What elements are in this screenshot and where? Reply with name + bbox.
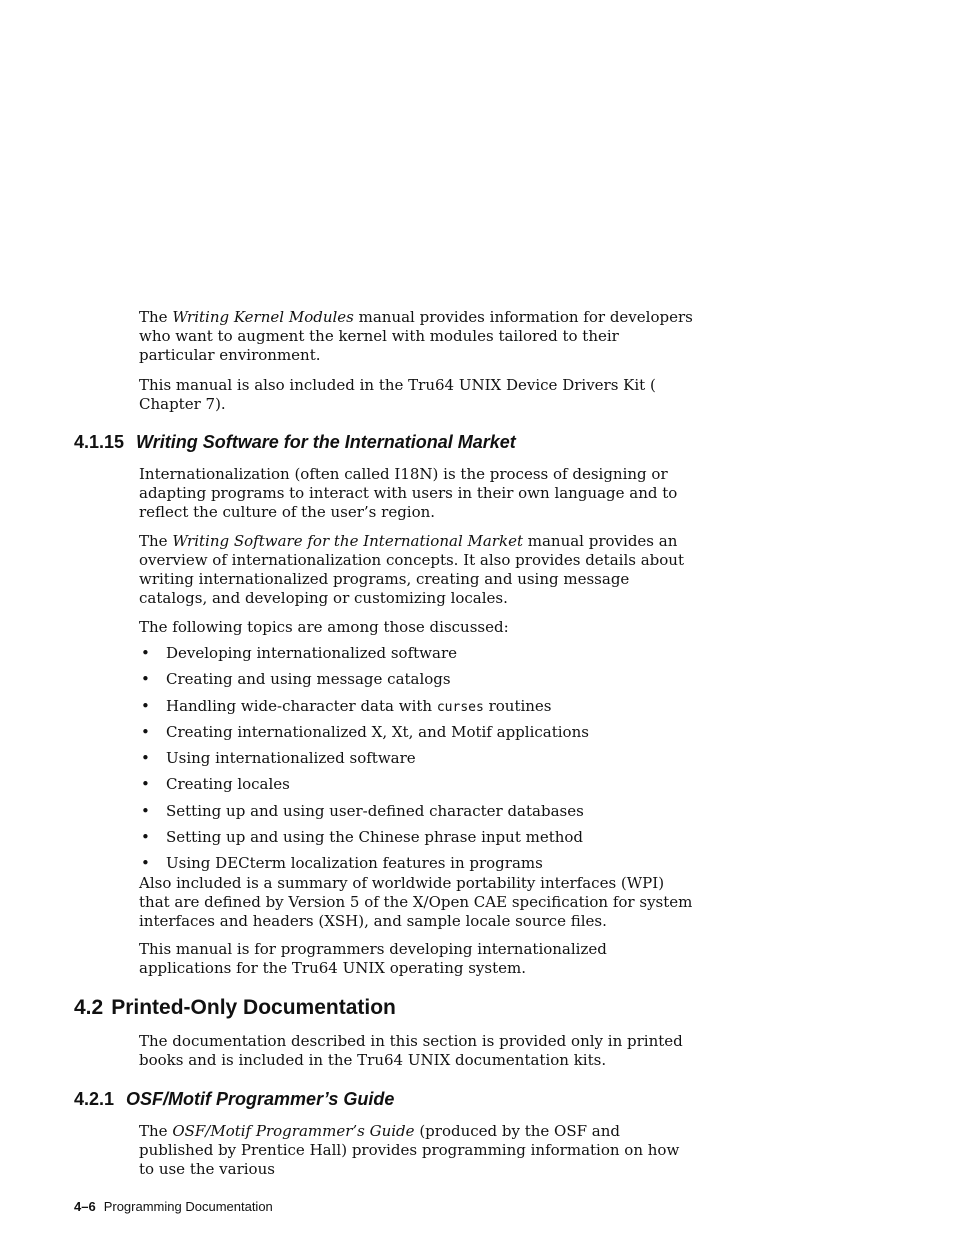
list-item-text: Creating internationalized X, Xt, and Motif applications — [166, 722, 589, 741]
bullet-glyph: • — [141, 749, 150, 768]
bullet-glyph: • — [141, 801, 150, 820]
list-item — [139, 828, 699, 854]
paragraph-kernel-modules — [139, 308, 699, 365]
bullet-glyph: • — [141, 828, 150, 847]
section-title: Writing Software for the International Market — [136, 432, 516, 452]
code-curses: curses — [436, 699, 484, 715]
text-run: The — [139, 1122, 173, 1140]
section-number: 4.2 — [74, 996, 104, 1019]
paragraph-motif-guide — [139, 1122, 699, 1179]
section-number: 4.1.15 — [74, 432, 125, 452]
footer-label: Programming Documentation — [103, 1199, 273, 1214]
paragraph-printed-only: The documentation described in this section is provided only in printed books and is included in the Tru64 UNIX documentation kits. — [139, 1032, 683, 1069]
paragraph-device-drivers-kit: This manual is also included in the Tru64 UNIX Device Drivers Kit ( Chapter 7). — [139, 376, 656, 413]
bullet-glyph: • — [141, 775, 150, 794]
text-run: The — [139, 532, 173, 550]
paragraph-wpi-summary: Also included is a summary of worldwide portability interfaces (WPI) that are defined by Version 5 of the X/Open CAE specification for system interfaces and headers (XSH), and sample locale source files. — [139, 874, 693, 930]
list-item — [139, 749, 699, 775]
section-heading-4-2-1 — [74, 1088, 394, 1110]
list-item-text: routines — [483, 696, 552, 715]
list-item-text: Creating and using message catalogs — [166, 670, 451, 689]
text-run: (produced by the OSF and published by Prentice Hall) provides programming information on how to use the various — [139, 1122, 680, 1178]
bullet-glyph: • — [141, 670, 150, 689]
list-item — [139, 775, 699, 801]
section-heading-4-1-15 — [74, 431, 516, 453]
page-footer — [74, 1199, 273, 1214]
text-run: manual provides information for developers who want to augment the kernel with modules tailored to their particular environment. — [139, 308, 693, 364]
list-item-text: Using internationalized software — [166, 749, 416, 768]
section-title: OSF/Motif Programmer’s Guide — [126, 1089, 395, 1109]
topics-list — [139, 644, 699, 873]
list-item — [139, 723, 699, 749]
paragraph-i18n-definition: Internationalization (often called I18N) is the process of designing or adapting programs to interact with users in their own language and to reflect the culture of the user’s region. — [139, 465, 678, 521]
list-item — [139, 644, 699, 670]
text-run: manual provides an overview of internationalization concepts. It also provides details about writing internationalized programs, creating and using message catalogs, and developing or customizing locales. — [139, 532, 684, 607]
list-item-text: Setting up and using user-defined character databases — [166, 801, 584, 820]
list-item-text: Handling wide-character data with — [166, 696, 437, 715]
list-item — [139, 802, 699, 828]
bullet-glyph: • — [141, 696, 150, 715]
paragraph-topics-intro: The following topics are among those discussed: — [139, 618, 509, 636]
text-run: The — [139, 308, 173, 326]
book-title: OSF/Motif Programmer’s Guide — [172, 1122, 415, 1140]
paragraph-audience: This manual is for programmers developing internationalized applications for the Tru64 UNIX operating system. — [139, 940, 607, 977]
list-item — [139, 854, 699, 873]
section-number: 4.2.1 — [74, 1089, 115, 1109]
list-item — [139, 697, 699, 723]
bullet-glyph: • — [141, 854, 150, 873]
section-title: Printed-Only Documentation — [111, 996, 396, 1019]
page-number: 4–6 — [74, 1199, 96, 1214]
section-heading-4-2 — [74, 995, 396, 1021]
book-title: Writing Software for the International Market — [172, 532, 523, 550]
book-title: Writing Kernel Modules — [172, 308, 354, 326]
bullet-glyph: • — [141, 644, 150, 662]
list-item-text: Developing internationalized software — [166, 644, 457, 662]
bullet-glyph: • — [141, 722, 150, 741]
list-item-text: Using DECterm localization features in programs — [166, 854, 543, 873]
paragraph-intl-manual — [139, 532, 699, 608]
list-item — [139, 670, 699, 696]
list-item-text: Creating locales — [166, 775, 290, 794]
list-item-text: Setting up and using the Chinese phrase input method — [166, 828, 584, 847]
